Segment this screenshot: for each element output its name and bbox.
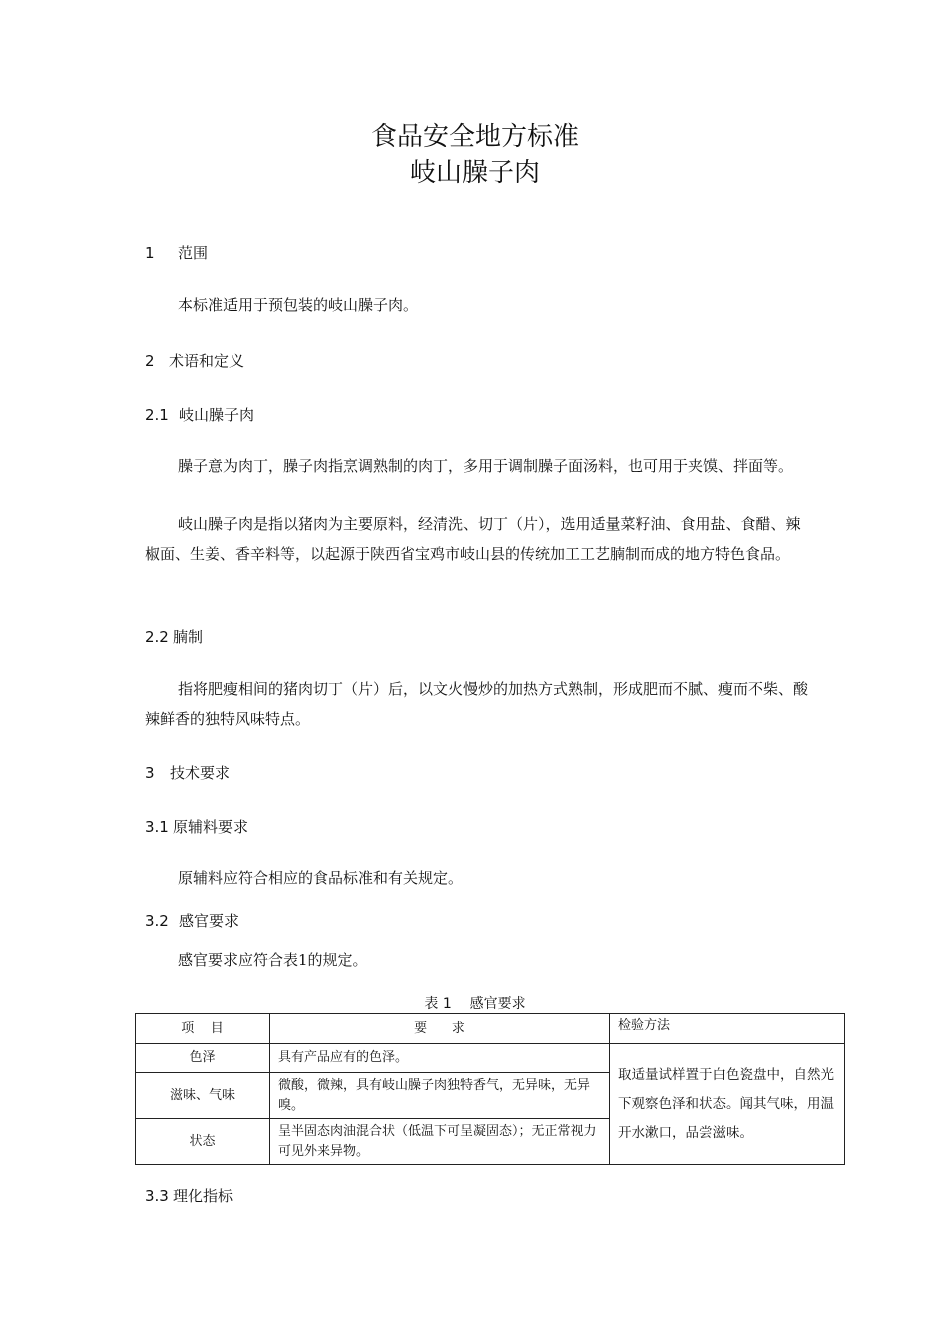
table-header-row — [136, 1014, 845, 1044]
section-title: 范围 — [178, 244, 209, 262]
row-item: 状态 — [136, 1119, 270, 1165]
section-2-2-paragraph: 指将肥瘦相间的猪肉切丁（片）后，以文火慢炒的加热方式熟制，形成肥而不腻、瘦而不柴、酸辣鲜香的独特风味特点。 — [145, 680, 809, 728]
row-requirement: 微酸，微辣，具有岐山臊子肉独特香气，无异味，无异嗅。 — [270, 1073, 610, 1119]
section-2-heading — [145, 350, 244, 371]
document-title: 食品安全地方标准 — [370, 122, 579, 152]
section-number: 1 — [145, 244, 155, 262]
section-2-1-paragraph-2: 岐山臊子肉是指以猪肉为主要原料，经清洗、切丁（片），选用适量菜籽油、食用盐、食醋、辣椒面、生姜、香辛料等，以起源于陕西省宝鸡市岐山县的传统加工工艺腩制而成的地方特色食品。 — [145, 515, 801, 563]
section-2-2-heading — [145, 626, 203, 647]
row-requirement: 具有产品应有的色泽。 — [270, 1044, 610, 1073]
section-1-heading — [145, 242, 208, 263]
section-title: 岐山臊子肉 — [179, 406, 255, 424]
section-title: 感官要求 — [179, 912, 240, 930]
method-cell: 取适量试样置于白色瓷盘中，自然光下观察色泽和状态。闻其气味，用温开水漱口，品尝滋味。 — [610, 1044, 845, 1165]
sensory-requirements-table — [135, 1013, 845, 1165]
section-2-1-heading — [145, 404, 254, 425]
section-number: 3.2 — [145, 912, 169, 930]
row-item: 色泽 — [136, 1044, 270, 1073]
section-number: 3 — [145, 764, 155, 782]
section-title: 技术要求 — [170, 764, 231, 782]
section-title: 腩制 — [173, 628, 204, 646]
table-1-caption: 表 1 感官要求 — [424, 996, 526, 1012]
section-3-1-heading — [145, 816, 248, 837]
section-number: 3.1 — [145, 818, 169, 836]
document-subtitle: 岐山臊子肉 — [409, 158, 540, 188]
section-3-3-heading — [145, 1185, 233, 1206]
header-requirement: 要 求 — [270, 1014, 610, 1044]
section-2-1-paragraph-1: 臊子意为肉丁，臊子肉指烹调熟制的肉丁，多用于调制臊子面汤料，也可用于夹馍、拌面等。 — [178, 457, 794, 475]
row-requirement: 呈半固态肉油混合状（低温下可呈凝固态）；无正常视力可见外来异物。 — [270, 1119, 610, 1165]
section-3-1-text: 原辅料应符合相应的食品标准和有关规定。 — [178, 869, 464, 887]
section-1-text: 本标准适用于预包装的岐山臊子肉。 — [178, 296, 419, 314]
section-title: 理化指标 — [173, 1187, 234, 1205]
row-item: 滋味、气味 — [136, 1073, 270, 1119]
table-row — [136, 1044, 845, 1073]
section-number: 2 — [145, 352, 155, 370]
section-3-2-heading — [145, 910, 239, 931]
section-title: 术语和定义 — [169, 352, 245, 370]
section-number: 2.2 — [145, 628, 169, 646]
section-3-heading — [145, 762, 230, 783]
section-number: 3.3 — [145, 1187, 169, 1205]
header-method: 检验方法 — [610, 1014, 845, 1044]
section-number: 2.1 — [145, 406, 169, 424]
section-3-2-text: 感官要求应符合表1的规定。 — [178, 951, 368, 969]
header-item: 项 目 — [136, 1014, 270, 1044]
section-title: 原辅料要求 — [173, 818, 249, 836]
